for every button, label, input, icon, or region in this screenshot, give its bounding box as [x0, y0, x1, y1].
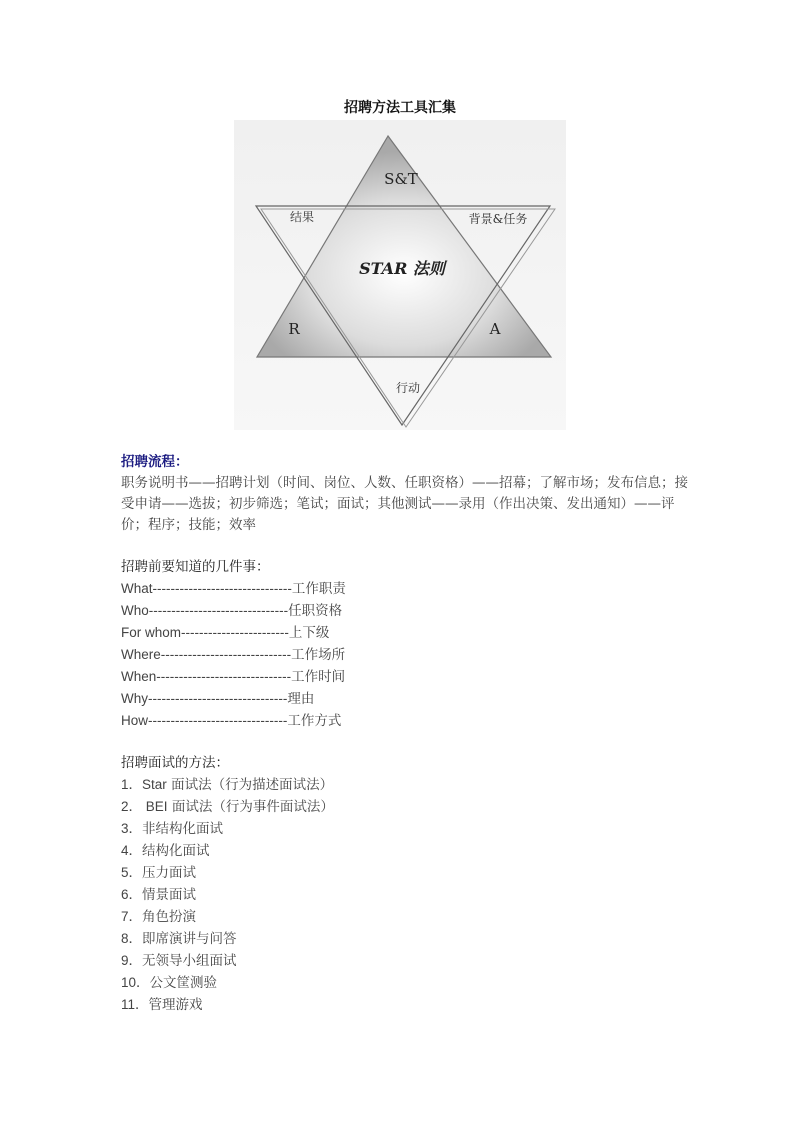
star-diagram-svg	[234, 120, 566, 430]
list-item: 9．无领导小组面试	[121, 953, 237, 969]
document-body	[121, 452, 691, 1016]
list-item: 1．Star 面试法（行为描述面试法）	[121, 777, 334, 793]
label-st: S&T	[384, 170, 418, 188]
label-r: R	[288, 320, 300, 338]
list-item: 4．结构化面试	[121, 843, 210, 859]
methods-list	[121, 774, 691, 1016]
list-item: 8．即席演讲与问答	[121, 931, 237, 947]
process-text: 职务说明书——招聘计划（时间、岗位、人数、任职资格）——招幕；了解市场；发布信息；接受申请——选拔；初步筛选；笔试；面试；其他测试——录用（作出决策、发出通知）——评价；程序；技能；效率	[121, 475, 688, 533]
list-item: 11．管理游戏	[121, 997, 203, 1013]
methods-section	[121, 753, 691, 1016]
know-list	[121, 578, 691, 732]
list-item: 7．角色扮演	[121, 909, 197, 925]
know-heading: 招聘前要知道的几件事：	[121, 559, 270, 575]
list-item: 6．情景面试	[121, 887, 197, 903]
list-item: Where-----------------------------工作场所	[121, 647, 346, 663]
list-item: Why-------------------------------理由	[121, 691, 315, 707]
list-item: 10．公文筐测验	[121, 975, 218, 991]
methods-heading: 招聘面试的方法：	[121, 755, 229, 771]
list-item: Who-------------------------------任职资格	[121, 603, 343, 619]
label-action: 行动	[395, 381, 421, 395]
label-background-task: 背景&任务	[468, 212, 528, 226]
page-title: 招聘方法工具汇集	[344, 100, 456, 116]
star-diagram	[234, 120, 566, 430]
process-heading: 招聘流程：	[121, 454, 189, 470]
list-item: 3．非结构化面试	[121, 821, 224, 837]
label-star-rule: STAR 法则	[359, 259, 445, 278]
list-item: What-------------------------------工作职责	[121, 581, 346, 597]
list-item: 2． BEI 面试法（行为事件面试法）	[121, 799, 334, 815]
list-item: 5．压力面试	[121, 865, 197, 881]
know-section	[121, 557, 691, 732]
label-result: 结果	[289, 210, 315, 224]
list-item: For whom------------------------上下级	[121, 625, 330, 641]
label-a: A	[489, 320, 501, 338]
list-item: When------------------------------工作时间	[121, 669, 346, 685]
list-item: How-------------------------------工作方式	[121, 713, 342, 729]
